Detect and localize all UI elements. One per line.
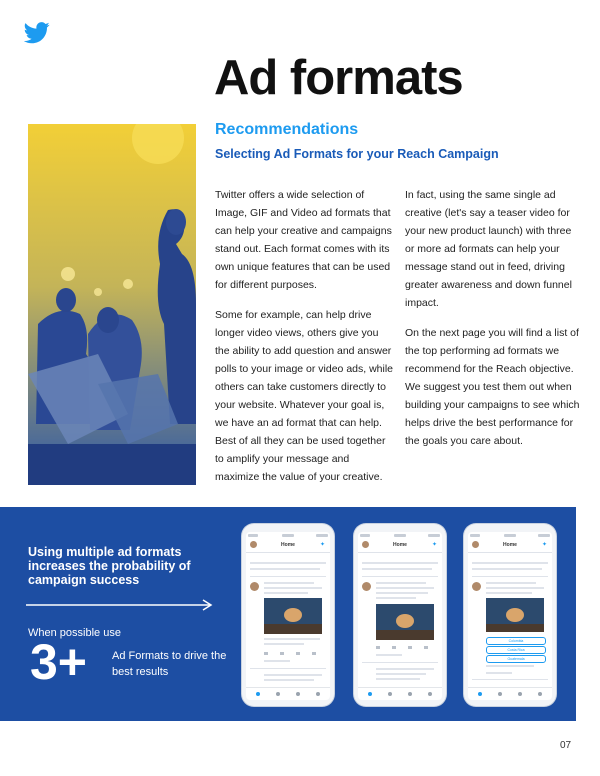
phone-mockup bbox=[242, 524, 334, 706]
poll-option: Guatemala bbox=[486, 655, 546, 663]
poll-option: Costa Rica bbox=[486, 646, 546, 654]
avatar bbox=[362, 582, 371, 591]
arrow-right-icon bbox=[26, 598, 216, 612]
status-bar bbox=[360, 534, 440, 539]
phone-screen bbox=[358, 532, 442, 700]
callout-heading: Using multiple ad formats increases the probability of campaign success bbox=[28, 545, 191, 587]
sparkle-icon: ✦ bbox=[431, 542, 437, 548]
status-bar bbox=[248, 534, 328, 539]
ad-image bbox=[264, 598, 322, 634]
sparkle-icon: ✦ bbox=[319, 542, 325, 548]
status-bar bbox=[470, 534, 550, 539]
paragraph: In fact, using the same single ad creative (let's say a teaser video for your new product launch) with three or more ad formats can help your message stand out in feed, driving greater awareness and down funnel impact. bbox=[405, 189, 572, 309]
poll-option: Colombia bbox=[486, 637, 546, 645]
paragraph: Twitter offers a wide selection of Image, GIF and Video ad formats that can help your creative and campaigns stand out. Each format comes with its own unique features that can be used for different purposes. bbox=[215, 189, 392, 291]
callout-big-description: Ad Formats to drive the best results bbox=[112, 650, 227, 678]
sparkle-icon: ✦ bbox=[541, 542, 547, 548]
page-title: Ad formats bbox=[214, 51, 463, 105]
body-column-right bbox=[405, 186, 581, 462]
ad-image bbox=[486, 598, 544, 632]
twitter-bird-icon bbox=[24, 22, 50, 44]
party-photo bbox=[28, 124, 196, 485]
callout-when-label: When possible use bbox=[28, 627, 121, 639]
page-number: 07 bbox=[560, 740, 572, 751]
phone-screen bbox=[468, 532, 552, 700]
paragraph: On the next page you will find a list of the top performing ad formats we recommend for the Reach objective. We suggest you test them out when building your campaigns to see which helps drive the best performance for the goals you care about. bbox=[405, 327, 580, 447]
callout-big-value: 3+ bbox=[30, 634, 88, 690]
avatar bbox=[250, 582, 259, 591]
section-subheading: Selecting Ad Formats for your Reach Campaign bbox=[215, 147, 499, 161]
paragraph: Some for example, can help drive longer video views, others give you the ability to add question and answer polls to your image or video ads, while others can take customers directly to your website. Whatever your goal is, we have an ad format that can help. Best of all they can be used together to amplify your message and maximize the value of your creative. bbox=[215, 309, 394, 483]
phone-mockup bbox=[354, 524, 446, 706]
tab-bar bbox=[468, 687, 552, 700]
tab-bar bbox=[358, 687, 442, 700]
ad-image bbox=[376, 604, 434, 640]
tab-bar bbox=[246, 687, 330, 700]
phone-screen bbox=[246, 532, 330, 700]
phone-home-header: Home bbox=[503, 542, 517, 548]
body-column-left bbox=[215, 186, 395, 498]
section-heading: Recommendations bbox=[215, 121, 359, 138]
phone-home-header: Home bbox=[393, 542, 407, 548]
phone-mockup bbox=[464, 524, 556, 706]
phone-home-header: Home bbox=[281, 542, 295, 548]
avatar bbox=[472, 582, 481, 591]
